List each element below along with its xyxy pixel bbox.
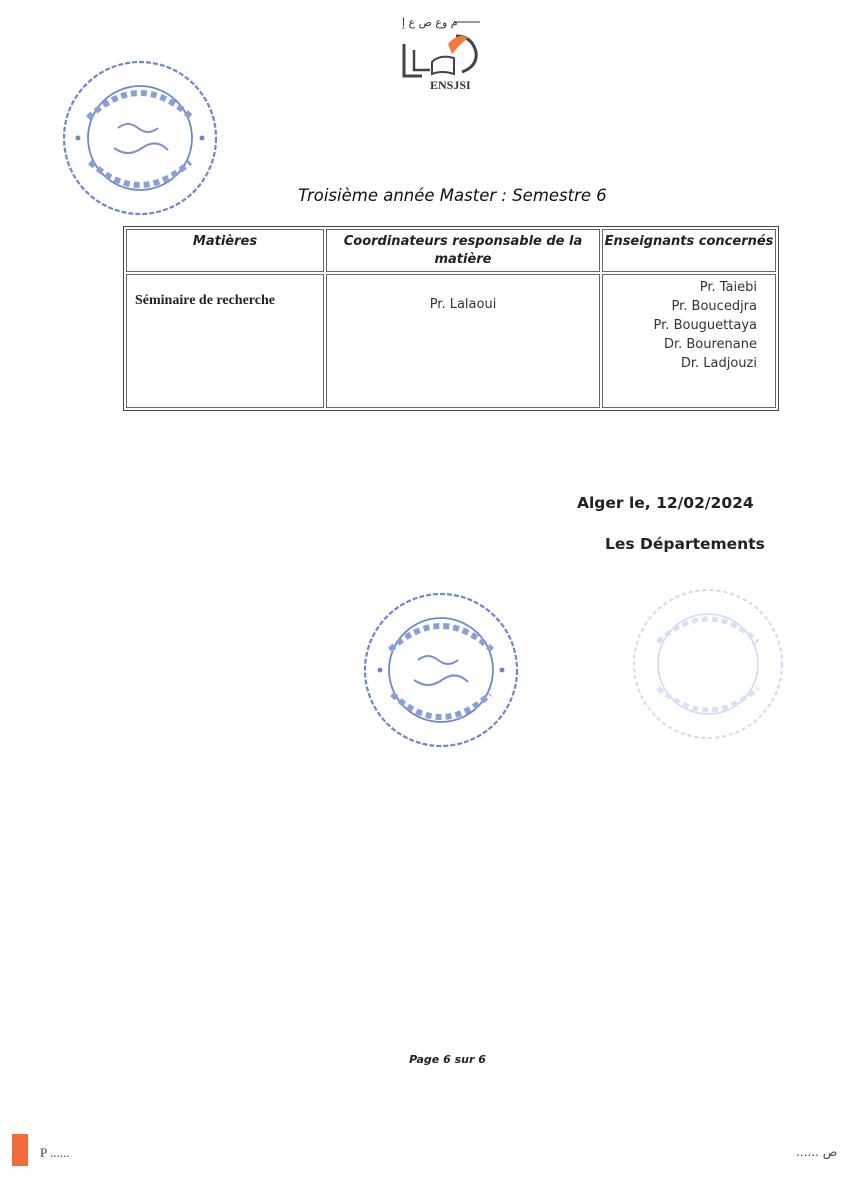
teacher-name: Pr. Taiebi [699, 280, 757, 295]
official-stamp-right-faded [628, 584, 788, 744]
signatory: Les Départements [605, 535, 765, 553]
logo-arabic-text: م وع ص ع إ [402, 16, 458, 29]
place-and-date: Alger le, 12/02/2024 [577, 494, 754, 512]
official-stamp-middle [360, 590, 522, 750]
ensjsi-logo-icon [392, 14, 488, 94]
teachers-cell [602, 274, 776, 408]
document-title: Troisième année Master : Semestre 6 [298, 186, 607, 205]
table-row [126, 274, 776, 408]
institution-logo [392, 14, 488, 94]
footer-right-text: ...... ص [796, 1145, 838, 1159]
teacher-name: Pr. Bouguettaya [653, 318, 757, 333]
subject-cell: Séminaire de recherche [126, 274, 324, 408]
footer-color-marker [12, 1134, 28, 1166]
stamp-seal-icon [360, 590, 522, 750]
table-header-row [126, 229, 776, 272]
column-header-subjects: Matières [126, 229, 324, 272]
courses-table [123, 226, 779, 411]
column-header-coordinators: Coordinateurs responsable de la matière [326, 229, 600, 272]
column-header-teachers: Enseignants concernés [602, 229, 776, 272]
teacher-name: Dr. Ladjouzi [680, 356, 757, 371]
stamp-seal-icon [628, 584, 788, 744]
logo-text: ENSJSI [430, 78, 471, 92]
teacher-name: Dr. Bourenane [663, 337, 757, 352]
footer-left-text: P ...... [40, 1145, 70, 1160]
teacher-name: Pr. Boucedjra [671, 299, 757, 314]
page-number: Page 6 sur 6 [409, 1053, 486, 1066]
coordinator-cell: Pr. Lalaoui [326, 274, 600, 408]
